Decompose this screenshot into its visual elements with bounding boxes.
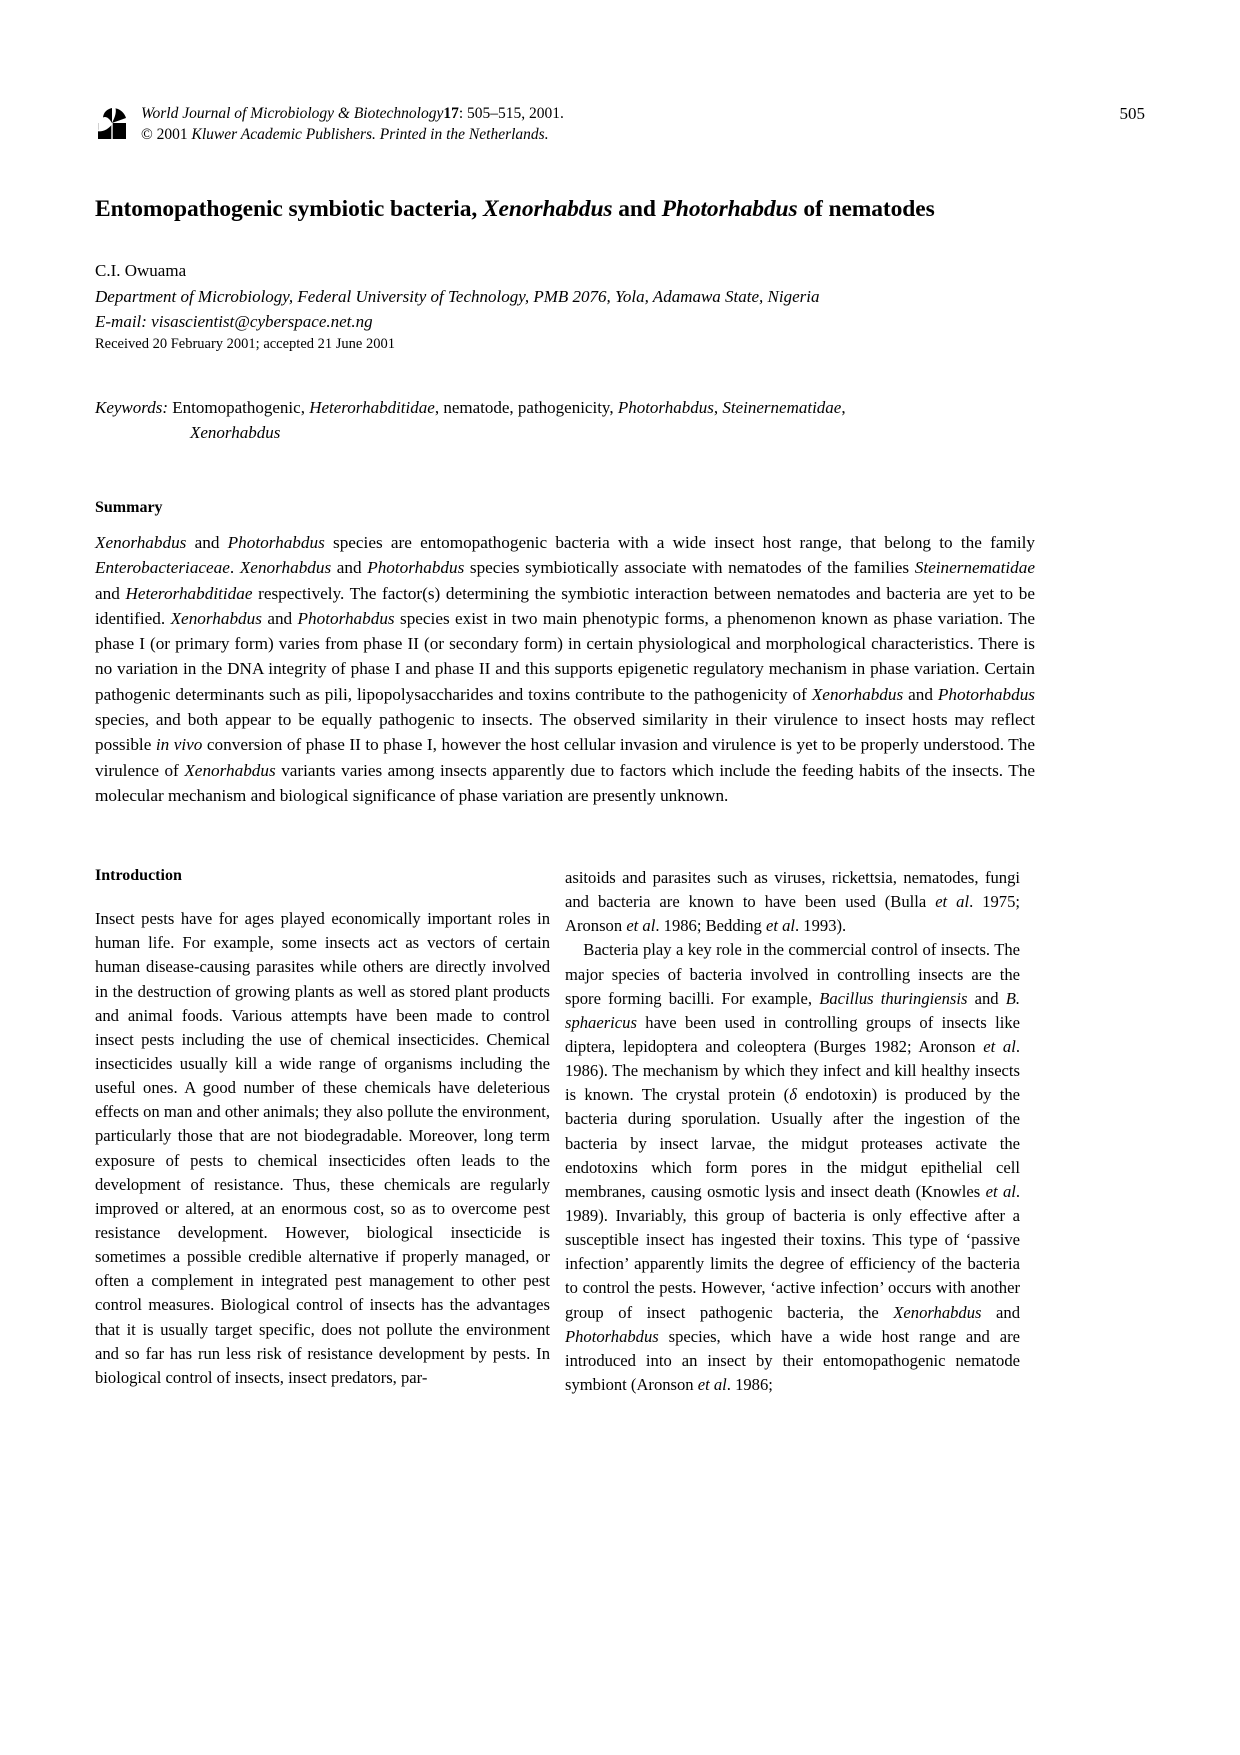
keywords-label: Keywords: (95, 398, 169, 417)
title-genus-photorhabdus: Photorhabdus (661, 195, 798, 222)
italic-run: δ (789, 1085, 797, 1105)
title-genus-xenorhabdus: Xenorhabdus (482, 195, 613, 222)
text-run: and (186, 533, 228, 552)
keyword-heterorhabditidae: Heterorhabditidae (309, 398, 435, 417)
keywords-text-d: , (841, 398, 846, 417)
author-block (95, 258, 1035, 335)
keyword-xenorhabdus: Xenorhabdus (190, 422, 281, 442)
italic-run: Steinernematidae (914, 558, 1035, 578)
submission-history: Received 20 February 2001; accepted 21 June 2001 (95, 336, 395, 352)
italic-run: Xenorhabdus (95, 533, 187, 552)
intro-paragraph-left (95, 907, 550, 1390)
text-run: Insect pests have for ages played economically important roles in human life. For example, some insects act as vectors of certain human disease-causing parasites while others are directly involved in the destruction of growing plants as well as stored plant products and animal foods. Various attempts have been made to control insect pests including the use of chemical insecticides. Chemical insecticides usually kill a wide range of organisms including the useful ones. A good number of these chemicals have deleterious effects on man and other animals; they also pollute the environment, particularly those that are not biodegradable. Moreover, long term exposure of pests to chemical insecticides often leads to the development of resistance. Thus, these chemicals are regularly improved or altered, at an enormous cost, so as to overcome pest resistance development. However, biological insecticide is sometimes a possible credible alternative if properly managed, or often a complement in integrated pest management to other pest control measures. Biological control of insects has the advantages that it is usually target specific, does not pollute the environment and so far has run less risk of resistance development by pests. In biological control of insects, insect predators, par- (95, 909, 550, 1387)
column-left (95, 866, 550, 1390)
italic-run: Xenorhabdus (239, 558, 332, 578)
italic-run: et al (697, 1374, 727, 1394)
text-run: species exist in two main phenotypic forms, a phenomenon known as phase variation. The phase I (or primary form) varies from phase II (or secondary form) in certain physiological and morphological characteristics. There is no variation in the DNA integrity of phase I and phase II and this supports epigenetic regulatory mechanism in phase variation. Certain pathogenic determinants such as pili, lipopolysaccharides and toxins contribute to the pathogenicity of (95, 608, 1035, 704)
copyright-mark: © 2001 (141, 125, 192, 143)
journal-pages-year: : 505–515, 2001. (458, 105, 564, 122)
text-run: species, which have a wide host range and are introduced into an insect by their entomopathogenic nematode symbiont (Aronson (565, 1326, 1020, 1394)
author-email[interactable]: E-mail: visascientist@cyberspace.net.ng (95, 312, 373, 331)
keywords-block (95, 396, 1130, 445)
intro-paragraph-right-1 (565, 866, 1020, 938)
text-run: respectively. The factor(s) determining the symbiotic interaction between nematodes and bacteria are yet to be identified. (95, 583, 1035, 628)
italic-run: B. sphaericus (565, 988, 1020, 1032)
text-run: . 1986; (726, 1374, 773, 1394)
running-head (95, 104, 1035, 146)
journal-name: World Journal of Microbiology & Biotechnology (141, 105, 444, 122)
keyword-photorhabdus: Photorhabdus (617, 398, 714, 417)
text-run: and (981, 1302, 1020, 1322)
italic-run: Photorhabdus (227, 533, 325, 552)
italic-run: et al (626, 916, 656, 936)
publisher-name: Kluwer Academic Publishers. Printed in the Netherlands. (191, 125, 549, 143)
text-run: . (229, 558, 240, 578)
italic-run: Heterorhabditidae (125, 583, 253, 603)
page-number: 505 (1119, 104, 1145, 123)
italic-run: et al (985, 1181, 1016, 1201)
text-run: have been used in controlling groups of insects like diptera, lepidoptera and coleoptera (Burges 1982; Aronson (565, 1012, 1020, 1056)
intro-paragraph-right-2 (565, 938, 1020, 1397)
italic-run: Xenorhabdus (893, 1302, 982, 1322)
author-affiliation: Department of Microbiology, Federal University of Technology, PMB 2076, Yola, Adamawa State, Nigeria (95, 286, 820, 306)
italic-run: Photorhabdus (297, 608, 395, 628)
keywords-text-b: , nematode, pathogenicity, (434, 398, 618, 417)
text-run: endotoxin) is produced by the bacteria during sporulation. Usually after the ingestion of the bacteria by insect larvae, the midgut proteases activate the endotoxins which form pores in the midgut epithelial cell membranes, causing osmotic lysis and insect death (Knowles (565, 1085, 1021, 1201)
text-run: Bacteria play a key role in the commercial control of insects. The major species of bacteria involved in controlling insects are the spore forming bacilli. For example, (565, 940, 1020, 1008)
italic-run: et al (935, 892, 970, 912)
text-run: . 1986). The mechanism by which they infect and kill healthy insects is known. The crystal protein ( (565, 1036, 1020, 1105)
text-run: and (261, 608, 298, 628)
text-run: . 1986; Bedding (655, 916, 766, 936)
italic-run: et al (765, 916, 795, 936)
summary-body (95, 530, 1035, 808)
italic-run: Xenorhabdus (184, 760, 276, 780)
italic-run: Photorhabdus (565, 1326, 659, 1346)
text-run: and (903, 684, 938, 704)
keyword-steinernematidae: Steinernematidae (722, 398, 842, 417)
keywords-text-a: Entomopathogenic, (168, 398, 310, 417)
title-part-3: of nematodes (797, 195, 935, 222)
author-name: C.I. Owuama (95, 261, 187, 280)
italic-run: et al (983, 1036, 1016, 1056)
text-run: and (967, 988, 1006, 1008)
italic-run: Xenorhabdus (811, 684, 904, 704)
text-run: conversion of phase II to phase I, however the host cellular invasion and virulence is yet to be properly understood. The virulence of (95, 735, 1036, 780)
summary-heading: Summary (95, 499, 163, 517)
text-run: and (95, 583, 126, 603)
text-run: . 1993). (795, 916, 847, 936)
text-run: asitoids and parasites such as viruses, rickettsia, nematodes, fungi and bacteria are known to have been used (Bulla (565, 868, 1020, 912)
kluwer-pinwheel-logo-icon (95, 106, 129, 142)
keywords-text-c: , (713, 398, 723, 417)
italic-run: Enterobacteriaceae (95, 558, 230, 578)
page-title (95, 194, 1035, 225)
text-run: species, and both appear to be equally pathogenic to insects. The observed similarity in their virulence to insect hosts may reflect possible (95, 709, 1035, 755)
title-part-1: Entomopathogenic symbiotic bacteria, (95, 195, 483, 222)
italic-run: Photorhabdus (937, 684, 1035, 704)
text-run: species are entomopathogenic bacteria with a wide insect host range, that belong to the family (324, 533, 1035, 552)
section-heading-introduction: Introduction (95, 867, 182, 884)
text-run: variants varies among insects apparently due to factors which include the feeding habits of the insects. The molecular mechanism and biological significance of phase variation are presently unknown. (95, 760, 1035, 805)
text-run: species symbiotically associate with nematodes of the families (464, 558, 915, 578)
italic-run: Xenorhabdus (170, 608, 262, 628)
text-run: . 1975; Aronson (565, 892, 1020, 936)
title-part-2: and (612, 195, 662, 222)
italic-run: Photorhabdus (367, 558, 465, 578)
journal-citation (141, 104, 1035, 146)
journal-volume: 17 (443, 105, 459, 122)
italic-run: Bacillus thuringiensis (819, 988, 968, 1008)
text-run: . 1989). Invariably, this group of bacteria is only effective after a susceptible insect has ingested their toxins. This type of ‘passive infection’ apparently limits the degree of efficiency of the bacteria to control the pests. However, ‘active infection’ occurs with another group of insect pathogenic bacteria, the (565, 1181, 1021, 1322)
column-right (565, 866, 1020, 1397)
text-run: and (331, 558, 368, 578)
italic-run: in vivo (155, 735, 203, 755)
